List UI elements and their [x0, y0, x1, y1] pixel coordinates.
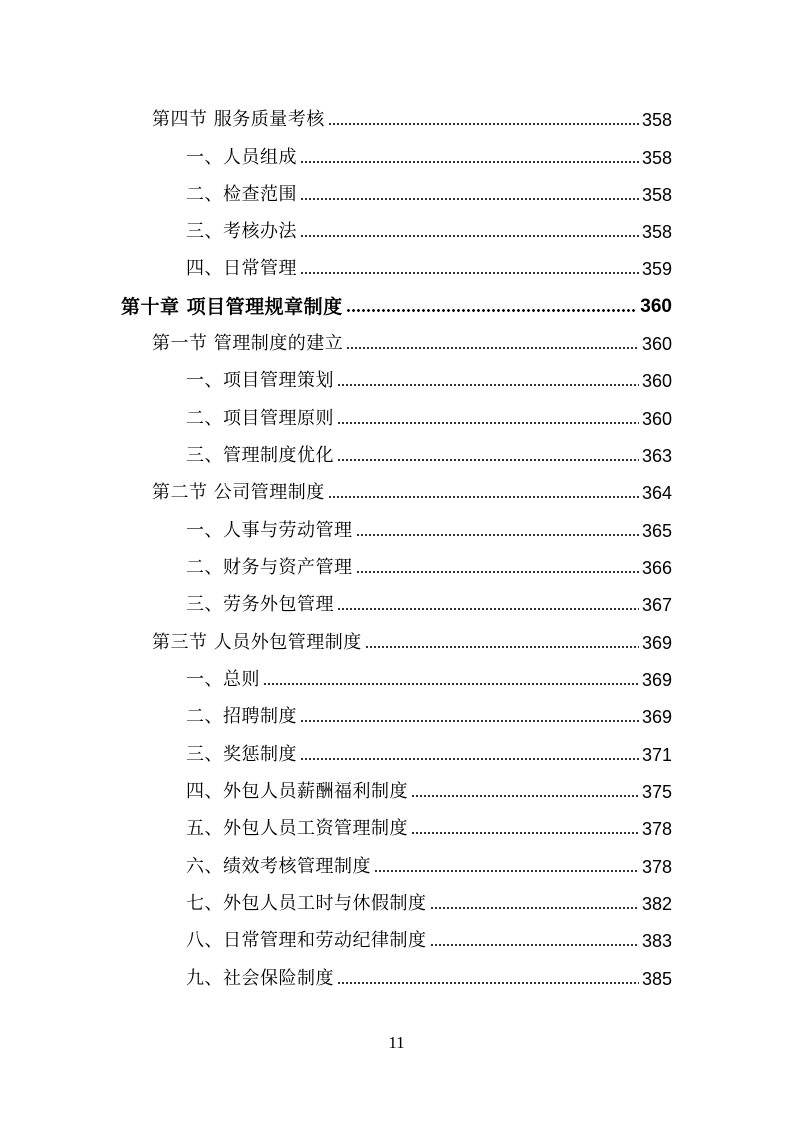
toc-entry-page: 383: [641, 931, 672, 951]
dot-leader: [328, 495, 639, 499]
toc-entry[interactable]: [186, 590, 672, 616]
toc-entry-label: 二、招聘制度: [186, 706, 297, 727]
toc-entry[interactable]: [186, 964, 672, 990]
toc-entry-label: 第四节 服务质量考核: [152, 109, 325, 130]
toc-entry-label: 二、财务与资产管理: [186, 557, 353, 578]
toc-entry[interactable]: [186, 366, 672, 392]
toc-entry[interactable]: [186, 217, 672, 243]
toc-entry[interactable]: [186, 441, 672, 467]
toc-entry-page: 358: [641, 222, 672, 242]
toc-entry-page: 358: [641, 185, 672, 205]
toc-entry-page: 369: [641, 707, 672, 727]
toc-entry[interactable]: [152, 478, 672, 504]
toc-entry-label: 六、绩效考核管理制度: [186, 856, 371, 877]
toc-entry-label: 四、日常管理: [186, 258, 297, 279]
toc-entry-page: 358: [641, 148, 672, 168]
dot-leader: [300, 234, 639, 238]
toc-entry-label: 七、外包人员工时与休假制度: [186, 893, 427, 914]
toc-entry-label: 二、项目管理原则: [186, 408, 334, 429]
dot-leader: [430, 943, 639, 947]
toc-entry[interactable]: [186, 814, 672, 840]
toc-entry-label: 三、考核办法: [186, 221, 297, 242]
toc-entry[interactable]: [186, 143, 672, 169]
toc-entry[interactable]: [152, 105, 672, 131]
dot-leader: [346, 308, 638, 313]
toc-entry-label: 四、外包人员薪酬福利制度: [186, 781, 408, 802]
dot-leader: [300, 197, 639, 201]
dot-leader: [365, 645, 639, 649]
toc-entry[interactable]: [186, 889, 672, 915]
toc-entry-page: 365: [641, 521, 672, 541]
dot-leader: [300, 719, 639, 723]
dot-leader: [430, 906, 639, 910]
toc-entry-page: 382: [641, 894, 672, 914]
dot-leader: [374, 869, 639, 873]
toc-entry-page: 378: [641, 857, 672, 877]
toc-entry-page: 369: [641, 633, 672, 653]
dot-leader: [337, 421, 639, 425]
toc-entry-page: 363: [641, 446, 672, 466]
toc-entry-label: 三、管理制度优化: [186, 445, 334, 466]
toc-entry-label: 三、奖惩制度: [186, 744, 297, 765]
toc-entry-page: 366: [641, 558, 672, 578]
dot-leader: [411, 831, 639, 835]
toc-entry[interactable]: [152, 329, 672, 355]
toc-entry-page: 358: [641, 110, 672, 130]
toc-entry-label: 一、人事与劳动管理: [186, 520, 353, 541]
toc-entry-chapter[interactable]: [121, 292, 672, 318]
dot-leader: [328, 122, 639, 126]
toc-entry[interactable]: [152, 628, 672, 654]
toc-entry-label: 八、日常管理和劳动纪律制度: [186, 930, 427, 951]
dot-leader: [300, 757, 639, 761]
toc-entry-label: 第三节 人员外包管理制度: [152, 632, 362, 653]
toc-entry-label: 第一节 管理制度的建立: [152, 333, 344, 354]
toc-entry-page: 360: [641, 371, 672, 391]
toc-entry[interactable]: [186, 665, 672, 691]
toc-entry-page: 360: [640, 296, 672, 317]
toc-entry-label: 二、检查范围: [186, 184, 297, 205]
toc-entry-page: 375: [641, 782, 672, 802]
page-number: 11: [388, 1033, 405, 1052]
toc-entry[interactable]: [186, 777, 672, 803]
toc-entry[interactable]: [186, 254, 672, 280]
dot-leader: [356, 570, 639, 574]
toc-entry[interactable]: [186, 702, 672, 728]
toc-entry-label: 一、人员组成: [186, 147, 297, 168]
toc-entry-label: 五、外包人员工资管理制度: [186, 818, 408, 839]
toc-entry[interactable]: [186, 926, 672, 952]
toc-entry-page: 360: [641, 409, 672, 429]
dot-leader: [337, 981, 639, 985]
toc-entry-page: 367: [641, 595, 672, 615]
toc-entry-page: 360: [641, 334, 672, 354]
toc-entry[interactable]: [186, 740, 672, 766]
toc-entry[interactable]: [186, 852, 672, 878]
dot-leader: [356, 533, 639, 537]
dot-leader: [337, 607, 639, 611]
dot-leader: [300, 160, 639, 164]
toc-entry[interactable]: [186, 404, 672, 430]
dot-leader: [411, 794, 639, 798]
toc-entry-page: 359: [641, 259, 672, 279]
toc-entry-page: 369: [641, 670, 672, 690]
toc-entry-page: 371: [641, 745, 672, 765]
toc-entry-page: 378: [641, 819, 672, 839]
toc-entry-label: 三、劳务外包管理: [186, 594, 334, 615]
toc-entry[interactable]: [186, 180, 672, 206]
toc-entry-label: 一、项目管理策划: [186, 370, 334, 391]
toc-entry[interactable]: [186, 553, 672, 579]
dot-leader: [346, 346, 639, 350]
toc-entry-page: 385: [641, 969, 672, 989]
dot-leader: [263, 682, 639, 686]
toc-entry-page: 364: [641, 483, 672, 503]
toc-entry[interactable]: [186, 516, 672, 542]
toc-entry-label: 第二节 公司管理制度: [152, 482, 325, 503]
dot-leader: [300, 271, 639, 275]
dot-leader: [337, 458, 639, 462]
dot-leader: [337, 383, 639, 387]
toc-entry-label: 第十章 项目管理规章制度: [121, 296, 343, 318]
toc-entry-label: 九、社会保险制度: [186, 968, 334, 989]
toc-entry-label: 一、总则: [186, 669, 260, 690]
